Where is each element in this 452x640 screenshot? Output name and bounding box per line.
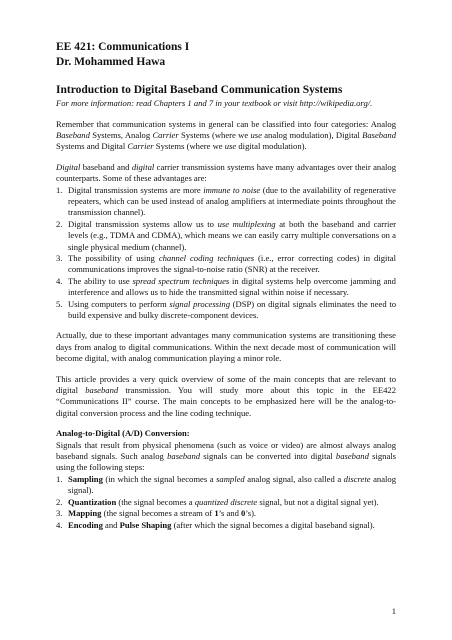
list-item: 2. Digital transmission systems allow us to use multiplexing at both the baseband and carrier levels (e.g., TDMA and CDMA), which means we can easily carry multiple conversations on a single physical medium (channel). (56, 218, 397, 252)
advantages-paragraph: Digital baseband and digital carrier transmission systems have many advantages over their analog counterparts. Some of these advantages are: (56, 161, 396, 184)
list-item: 5. Using computers to perform signal processing (DSP) on digital signals eliminates the need to build expensive and bulky discrete-component devices. (56, 298, 397, 320)
list-item: 4. The ability to use spread spectrum techniques in digital systems help overcome jamming and interference and allows us to hide the transmitted signal within noise if necessary. (56, 275, 396, 298)
page-number: 1 (391, 606, 396, 616)
advantages-list (56, 185, 396, 322)
author-name: Dr. Mohammed Hawa (56, 56, 166, 68)
list-item: 3. Mapping (the signal becomes a stream of 1’s and 0’s). (56, 508, 257, 519)
document-subtitle: For more information: read Chapters 1 and 7 in your textbook or visit http://wikipedia.org/. (56, 98, 373, 108)
list-item: 2. Quantization (the signal becomes a quantized discrete signal, but not a digital signal yet). (56, 496, 379, 507)
section-heading: Analog-to-Digital (A/D) Conversion: (56, 428, 190, 439)
document-title: Introduction to Digital Baseband Communication Systems (56, 84, 343, 96)
list-item: 1. Sampling (in which the signal becomes a sampled analog signal, also called a discrete analog signal). (56, 473, 397, 496)
transition-paragraph: Actually, due to these important advantages many communication systems are transitioning these days from analog to digital communications. Within the next decade most of communication will become digital, with analog communication playing a minor role. (56, 330, 396, 364)
list-item: 3. The possibility of using channel coding techniques (i.e., error correcting codes) in digital communications improves the signal-to-noise ratio (SNR) at the receiver. (56, 252, 396, 275)
course-title: EE 421: Communications I (56, 41, 190, 53)
overview-paragraph: This article provides a very quick overview of some of the main concepts that are relevant to digital baseband transmission. You will study more about this topic in the EE422 “Communications II” course. The main concepts to be emphasized here will be the analog-to-digital conversion process and the line coding technique. (56, 373, 397, 418)
ad-paragraph: Signals that result from physical phenomena (such as voice or video) are almost always analog baseband signals. Such analog baseband signals can be converted into digital baseband signals using the following steps: (56, 439, 396, 473)
list-item: 1. Digital transmission systems are more immune to noise (due to the availability of regenerative repeaters, which can be used instead of analog amplifiers at intermediate points throughout the transmission channel). (56, 184, 397, 218)
steps-list (56, 474, 396, 531)
intro-paragraph: Remember that communication systems in general can be classified into four categories: Analog Baseband Systems, Analog Carrier Systems (where we use analog modulation), Digital Baseband Systems and Digital Carrier Systems (where we use digital modulation). (56, 118, 396, 152)
list-item: 4. Encoding and Pulse Shaping (after which the signal becomes a digital baseband signal). (56, 519, 375, 530)
